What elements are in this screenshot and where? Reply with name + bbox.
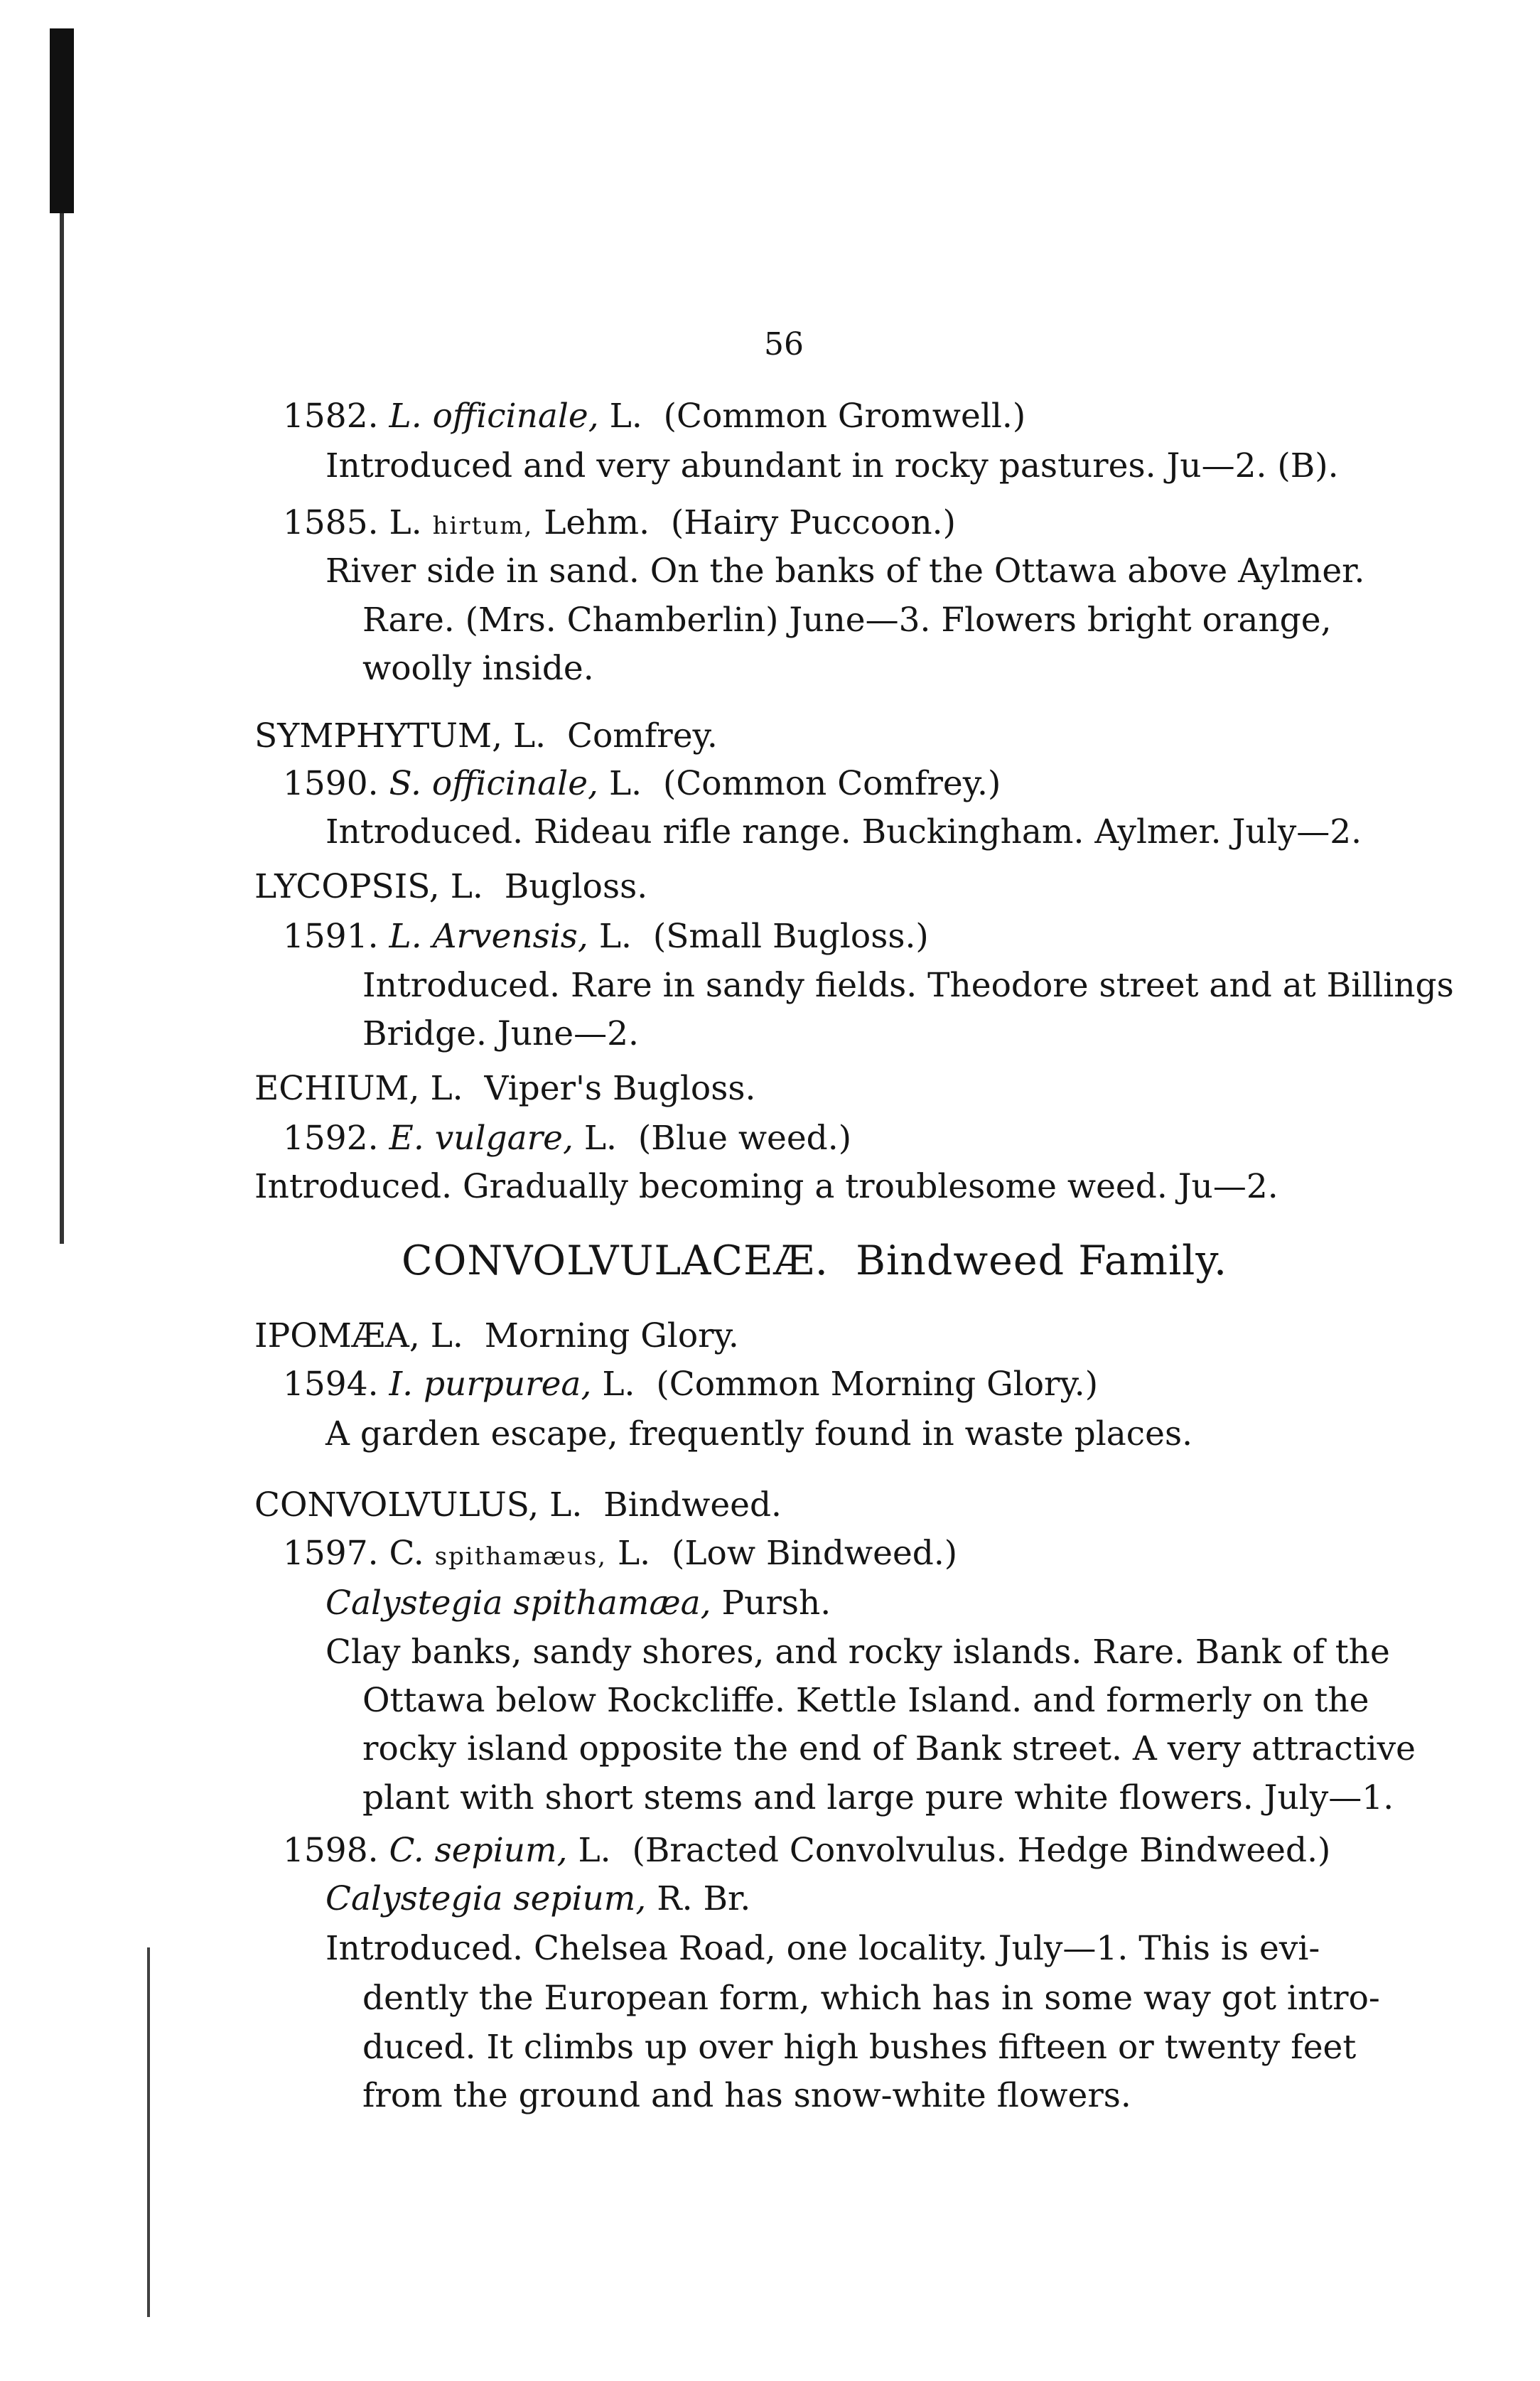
species-name: L. officinale, bbox=[389, 397, 599, 436]
author: L. bbox=[578, 1831, 611, 1870]
author: Pursh. bbox=[721, 1584, 831, 1623]
genus-ipomaea bbox=[254, 1315, 739, 1358]
author: L. bbox=[583, 1119, 617, 1158]
genus-lycopsis bbox=[254, 866, 647, 908]
entry-1585 bbox=[283, 502, 956, 547]
entry-text: A garden escape, frequently found in waste places. bbox=[325, 1414, 1193, 1453]
entry-text: from the ground and has snow-white flowers. bbox=[362, 2076, 1131, 2115]
synonym: Calystegia sepium, bbox=[325, 1879, 647, 1918]
entry-text: duced. It climbs up over high bushes fifteen or twenty feet bbox=[362, 2028, 1357, 2067]
entry-text: Ottawa below Rockcliffe. Kettle Island. and formerly on the bbox=[362, 1681, 1369, 1720]
species-name: L. Arvensis, bbox=[389, 917, 588, 956]
genus-symphytum bbox=[254, 715, 718, 758]
entry-text: River side in sand. On the banks of the Ottawa above Aylmer. bbox=[325, 552, 1365, 591]
common-name: (Low Bindweed.) bbox=[671, 1534, 958, 1573]
genus-name: IPOMÆA, L. bbox=[254, 1316, 463, 1355]
common-name: (Small Bugloss.) bbox=[652, 917, 929, 956]
species-epithet: spithamæus, bbox=[434, 1542, 607, 1571]
author: L. bbox=[602, 1365, 635, 1404]
common-name: (Common Comfrey.) bbox=[662, 764, 1001, 803]
genus-common: Bindweed. bbox=[603, 1485, 782, 1525]
genus-abbrev: C. bbox=[389, 1534, 424, 1573]
synonym-line bbox=[325, 1878, 750, 1920]
entry-number: 1590. bbox=[283, 764, 379, 803]
entry-text: Clay banks, sandy shores, and rocky islands. Rare. Bank of the bbox=[325, 1633, 1390, 1672]
genus-echium bbox=[254, 1068, 755, 1110]
genus-name: ECHIUM, L. bbox=[254, 1069, 463, 1108]
common-name: (Blue weed.) bbox=[637, 1119, 852, 1158]
species-epithet: hirtum, bbox=[432, 512, 534, 540]
genus-name: LYCOPSIS, L. bbox=[254, 867, 483, 906]
entry-text: woolly inside. bbox=[362, 649, 594, 688]
entry-number: 1592. bbox=[283, 1119, 379, 1158]
genus-common: Bugloss. bbox=[504, 867, 648, 906]
common-name: (Common Gromwell.) bbox=[663, 397, 1026, 436]
author: L. bbox=[617, 1534, 651, 1573]
entry-text: dently the European form, which has in some way got intro- bbox=[362, 1979, 1380, 2018]
family-heading bbox=[402, 1237, 1228, 1284]
genus-common: Morning Glory. bbox=[484, 1316, 739, 1355]
entry-text: Introduced. Gradually becoming a troublesome weed. Ju—2. bbox=[254, 1167, 1278, 1206]
page-number: 56 bbox=[764, 326, 804, 362]
family-common: Bindweed Family. bbox=[856, 1237, 1228, 1284]
entry-1594 bbox=[283, 1363, 1098, 1406]
genus-abbrev: L. bbox=[389, 503, 422, 542]
genus-common: Comfrey. bbox=[567, 716, 718, 756]
species-name: S. officinale, bbox=[389, 764, 598, 803]
entry-1590 bbox=[283, 763, 1001, 805]
species-name: I. purpurea, bbox=[389, 1365, 592, 1404]
genus-name: SYMPHYTUM, L. bbox=[254, 716, 546, 756]
common-name: (Hairy Puccoon.) bbox=[670, 503, 956, 542]
author: L. bbox=[598, 917, 632, 956]
entry-text: Introduced. Chelsea Road, one locality. July—1. This is evi- bbox=[325, 1929, 1320, 1968]
entry-number: 1582. bbox=[283, 397, 379, 436]
entry-text: Rare. (Mrs. Chamberlin) June—3. Flowers bright orange, bbox=[362, 601, 1332, 640]
author: L. bbox=[608, 764, 642, 803]
entry-number: 1598. bbox=[283, 1831, 379, 1870]
family-name: CONVOLVULACEÆ. bbox=[402, 1237, 829, 1284]
entry-text: rocky island opposite the end of Bank street. A very attractive bbox=[362, 1729, 1416, 1768]
entry-1591 bbox=[283, 915, 929, 958]
entry-1598 bbox=[283, 1829, 1330, 1872]
entry-1582 bbox=[283, 395, 1025, 438]
species-name: C. sepium, bbox=[389, 1831, 568, 1870]
entry-1597 bbox=[283, 1532, 957, 1578]
synonym: Calystegia spithamæa, bbox=[325, 1584, 711, 1623]
entry-text: Introduced. Rare in sandy fields. Theodore street and at Billings bbox=[362, 966, 1454, 1005]
entry-number: 1585. bbox=[283, 503, 379, 542]
common-name: (Common Morning Glory.) bbox=[656, 1365, 1099, 1404]
entry-text: Bridge. June—2. bbox=[362, 1014, 639, 1053]
common-name: (Bracted Convolvulus. Hedge Bindweed.) bbox=[632, 1831, 1331, 1870]
binding-edge-top bbox=[50, 28, 74, 213]
binding-edge-lower bbox=[147, 1947, 150, 2317]
species-name: E. vulgare, bbox=[389, 1119, 574, 1158]
synonym-line bbox=[325, 1582, 831, 1625]
genus-common: Viper's Bugloss. bbox=[484, 1069, 756, 1108]
entry-text: Introduced and very abundant in rocky pastures. Ju—2. (B). bbox=[325, 446, 1339, 485]
entry-number: 1591. bbox=[283, 917, 379, 956]
genus-name: CONVOLVULUS, L. bbox=[254, 1485, 583, 1525]
author: L. bbox=[609, 397, 642, 436]
binding-edge-line bbox=[60, 213, 64, 1244]
genus-convolvulus bbox=[254, 1484, 782, 1527]
author: R. Br. bbox=[657, 1879, 751, 1918]
entry-1592 bbox=[283, 1117, 851, 1160]
author: Lehm. bbox=[544, 503, 650, 542]
entry-number: 1594. bbox=[283, 1365, 379, 1404]
entry-number: 1597. bbox=[283, 1534, 379, 1573]
entry-text: plant with short stems and large pure white flowers. July—1. bbox=[362, 1778, 1394, 1817]
entry-text: Introduced. Rideau rifle range. Buckingham. Aylmer. July—2. bbox=[325, 812, 1362, 851]
